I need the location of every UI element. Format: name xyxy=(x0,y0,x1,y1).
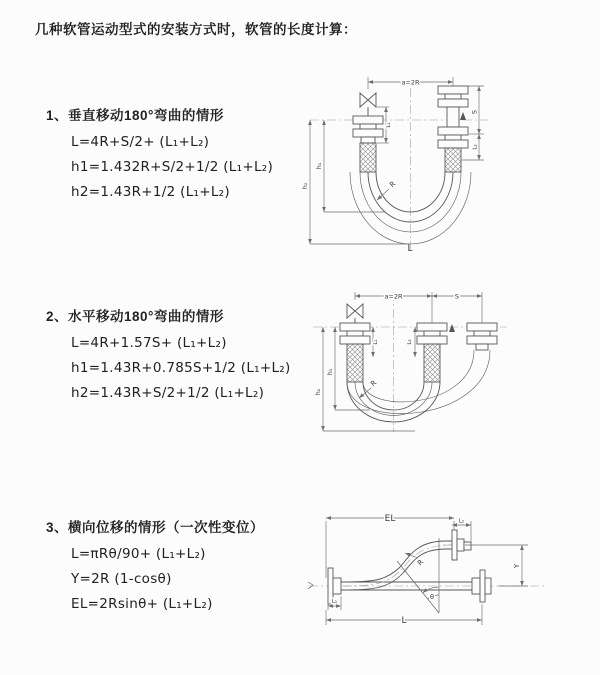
dimension-a2r xyxy=(355,292,432,323)
dim-label-l1: L₁ xyxy=(373,339,379,345)
formula-line: L=4R+S/2+ (L₁+L₂) xyxy=(71,134,210,150)
valve-icon xyxy=(347,304,363,323)
dimension-s xyxy=(460,86,484,160)
dimension-l1 xyxy=(373,327,379,357)
diagram-vertical-bend xyxy=(293,64,593,254)
radius-label: R xyxy=(388,179,398,190)
dimension-s xyxy=(432,292,482,323)
braided-hose-end xyxy=(360,143,376,172)
formula-line: Y=2R (1-cosθ) xyxy=(71,571,172,587)
dim-label-l1: L₁ xyxy=(331,599,338,605)
length-label: L xyxy=(407,244,413,254)
dim-label-h1: h₁ xyxy=(315,162,323,170)
valve-icon xyxy=(360,93,376,116)
diagram-horizontal-bend xyxy=(295,282,595,467)
middle-flange-fitting xyxy=(417,323,447,382)
formula-line: h1=1.432R+S/2+1/2 (L₁+L₂) xyxy=(71,159,274,175)
dim-label-l: L xyxy=(401,616,407,626)
hose-s-curve-displaced xyxy=(342,541,452,590)
formula-line: EL=2Rsinθ+ (L₁+L₂) xyxy=(71,596,213,612)
formula-line: L=4R+1.57S+ (L₁+L₂) xyxy=(71,335,227,351)
diagram-lateral-displacement xyxy=(297,498,597,643)
formula-line: L=πRθ/90+ (L₁+L₂) xyxy=(71,546,206,562)
braided-hose-end xyxy=(347,344,363,382)
dim-label-a2r: a=2R xyxy=(384,292,403,301)
dimension-l2 xyxy=(407,327,415,357)
angle-label-theta: θ xyxy=(430,593,434,601)
dimension-el xyxy=(326,514,454,578)
pipe-break-mark xyxy=(308,582,313,589)
dim-label-s: S xyxy=(470,109,479,115)
braided-hose-end xyxy=(445,148,461,172)
dim-label-el: EL xyxy=(384,514,396,524)
dim-label-l1: L₁ xyxy=(386,122,392,128)
right-flange-fitting xyxy=(467,323,497,350)
section-lateral-displacement xyxy=(46,516,308,621)
dim-label-a2r: a=2R xyxy=(401,78,420,87)
section-horizontal-bend xyxy=(46,305,308,410)
dim-label-h2: h₂ xyxy=(301,182,309,190)
section-heading: 2、水平移动180°弯曲的情形 xyxy=(46,309,224,324)
dim-label-h1: h₁ xyxy=(326,368,334,376)
dim-label-h2: h₂ xyxy=(314,388,322,396)
braided-hose-end xyxy=(424,344,440,382)
radius-label: R xyxy=(369,378,379,389)
left-flange-fitting xyxy=(353,116,383,172)
right-flange-fitting-lower xyxy=(438,127,468,172)
movement-arrow-icon xyxy=(449,324,455,332)
section-heading: 1、垂直移动180°弯曲的情形 xyxy=(46,108,224,123)
dim-label-l2: L₂ xyxy=(407,339,413,345)
angle-construction xyxy=(397,538,439,613)
dim-label-y: Y xyxy=(513,563,521,569)
dim-label-l2: L₂ xyxy=(458,518,465,525)
dimension-l1 xyxy=(377,107,392,143)
section-vertical-bend xyxy=(46,104,308,209)
left-flange-fitting xyxy=(340,323,370,382)
page-title: 几种软管运动型式的安装方式时，软管的长度计算： xyxy=(35,22,357,37)
radius-callout xyxy=(377,180,397,200)
right-flange-fitting-upper xyxy=(438,86,468,127)
dim-label-l2: L₂ xyxy=(472,144,479,150)
hose-u-bend xyxy=(347,350,490,422)
formula-line: h2=1.43R+1/2 (L₁+L₂) xyxy=(71,184,230,200)
formula-line: h2=1.43R+S/2+1/2 (L₁+L₂) xyxy=(71,385,265,401)
movement-arrow-icon xyxy=(460,112,466,120)
dimension-l xyxy=(326,604,482,626)
radius-label: R xyxy=(416,558,426,568)
formula-line: h1=1.43R+0.785S+1/2 (L₁+L₂) xyxy=(71,360,291,376)
centerlines xyxy=(313,292,507,432)
dim-label-s: S xyxy=(454,292,460,301)
section-heading: 3、横向位移的情形（一次性变位） xyxy=(46,520,265,535)
